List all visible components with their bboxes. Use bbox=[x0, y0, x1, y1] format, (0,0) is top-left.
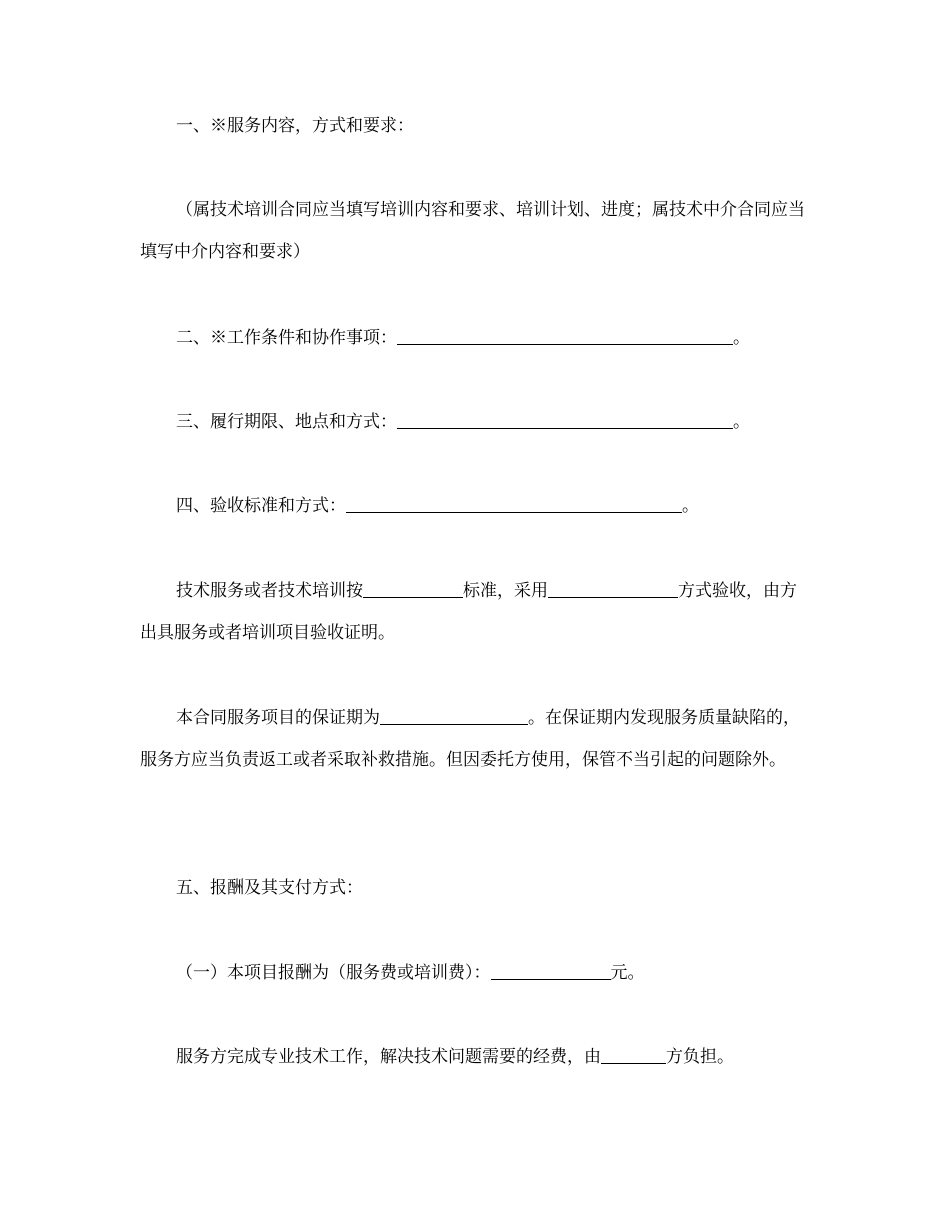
expense-part-2: 方负担。 bbox=[666, 1047, 734, 1067]
section-3-label: 三、履行期限、地点和方式： bbox=[176, 412, 397, 432]
section-5-title-text: 五、报酬及其支付方式： bbox=[176, 878, 363, 898]
expense-line bbox=[140, 1036, 812, 1078]
acceptance-standard-blank bbox=[363, 579, 463, 598]
fee-part-2: 元。 bbox=[610, 963, 645, 983]
warranty-part-1: 本合同服务项目的保证期为 bbox=[176, 708, 380, 728]
section-1-note bbox=[140, 189, 812, 273]
section-4-label: 四、验收标准和方式： bbox=[176, 496, 346, 516]
section-4-line bbox=[140, 485, 812, 527]
acceptance-part-2: 标准，采用 bbox=[463, 581, 548, 601]
section-1-title-text: 一、※服务内容，方式和要求： bbox=[176, 116, 414, 136]
fee-part-1: （一）本项目报酬为（服务费或培训费）： bbox=[176, 963, 491, 983]
section-2-label: 二、※工作条件和协作事项： bbox=[176, 328, 397, 348]
fee-amount-blank bbox=[491, 961, 611, 980]
acceptance-part-3: 方式验收，由方出具服务或者培训项目验收证明。 bbox=[140, 581, 797, 643]
acceptance-paragraph bbox=[140, 570, 812, 654]
section-2-line bbox=[140, 317, 812, 359]
acceptance-method-blank bbox=[548, 579, 678, 598]
section-1-title bbox=[140, 105, 812, 147]
section-4-blank bbox=[346, 494, 682, 513]
warranty-part-2: 。在保证期内发现服务质量缺陷的，服务方应当负责返工或者采取补救措施。但因委托方使用，保管不当引起的问题除外。 bbox=[140, 708, 800, 770]
section-2-end: 。 bbox=[733, 328, 750, 348]
warranty-paragraph bbox=[140, 697, 812, 781]
expense-party-blank bbox=[601, 1045, 666, 1064]
section-2-blank bbox=[397, 326, 733, 345]
section-3-line bbox=[140, 401, 812, 443]
acceptance-part-1: 技术服务或者技术培训按 bbox=[176, 581, 363, 601]
section-1-note-text: （属技术培训合同应当填写培训内容和要求、培训计划、进度；属技术中介合同应当填写中介内容和要求） bbox=[140, 200, 805, 262]
fee-line bbox=[140, 952, 812, 994]
section-5-title bbox=[140, 867, 812, 909]
section-4-end: 。 bbox=[682, 496, 699, 516]
section-3-blank bbox=[397, 410, 733, 429]
warranty-period-blank bbox=[380, 706, 528, 725]
expense-part-1: 服务方完成专业技术工作，解决技术问题需要的经费，由 bbox=[176, 1047, 601, 1067]
section-3-end: 。 bbox=[733, 412, 750, 432]
